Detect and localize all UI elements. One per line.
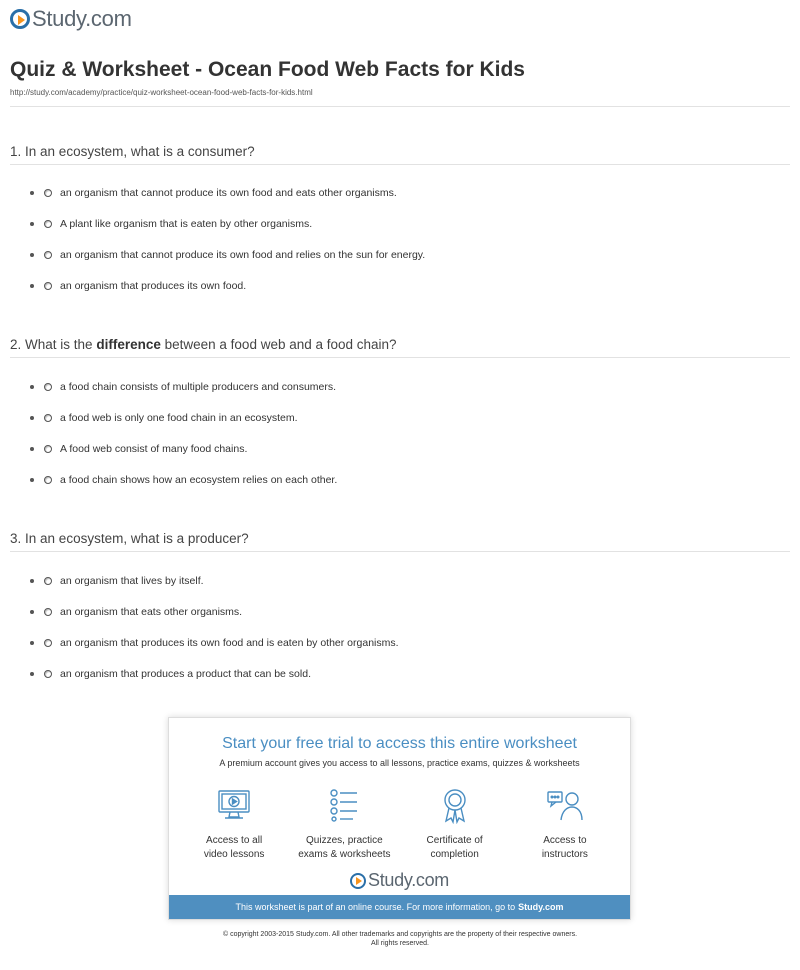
brand-name: Study.com <box>32 6 132 31</box>
radio-icon[interactable] <box>44 220 52 228</box>
video-lesson-icon <box>215 786 253 824</box>
answer-text: an organism that produces a product that can be sold. <box>60 667 311 680</box>
bullet-icon <box>30 416 34 420</box>
answer-option[interactable] <box>30 208 425 239</box>
question-text-end: between a food web and a food chain? <box>164 337 397 352</box>
question-1 <box>10 144 255 159</box>
question-3 <box>10 531 249 546</box>
copyright-line: © copyright 2003-2015 Study.com. All other trademarks and copyrights are the property of their respective owners. <box>222 931 578 938</box>
divider <box>10 164 790 165</box>
answer-text: A plant like organism that is eaten by other organisms. <box>60 217 313 230</box>
quiz-list-icon <box>325 786 363 824</box>
question-text: In an ecosystem, what is a consumer? <box>25 144 255 159</box>
certificate-icon <box>436 786 474 824</box>
promo-title[interactable]: Start your free trial to access this entire worksheet <box>222 735 577 752</box>
answer-text: a food web is only one food chain in an ecosystem. <box>60 411 298 424</box>
answer-option[interactable] <box>30 402 337 433</box>
page-url[interactable]: http://study.com/academy/practice/quiz-worksheet-ocean-food-web-facts-for-kids.html <box>10 88 313 97</box>
radio-icon[interactable] <box>44 251 52 259</box>
bullet-icon <box>30 610 34 614</box>
question-2 <box>10 337 397 352</box>
question-emphasis: difference <box>96 337 161 352</box>
question-number: 2. <box>10 337 22 352</box>
bullet-icon <box>30 672 34 676</box>
promo-brand-name: Study.com <box>368 870 449 890</box>
radio-icon[interactable] <box>44 445 52 453</box>
bullet-icon <box>30 579 34 583</box>
instructor-chat-icon <box>546 786 584 824</box>
play-logo-icon <box>350 873 366 889</box>
feature-label: Access to all video lessons <box>203 835 265 860</box>
answer-option[interactable] <box>30 565 399 596</box>
radio-icon[interactable] <box>44 476 52 484</box>
feature-instructors <box>512 786 617 862</box>
copyright-line: All rights reserved. <box>371 940 429 947</box>
promo-bar-link[interactable]: Study.com <box>518 902 564 912</box>
radio-icon[interactable] <box>44 282 52 290</box>
answer-text: an organism that cannot produce its own food and relies on the sun for energy. <box>60 248 426 261</box>
feature-video-lessons <box>182 786 287 862</box>
answer-list-3 <box>30 565 399 689</box>
feature-list <box>179 786 620 862</box>
bullet-icon <box>30 191 34 195</box>
answer-list-2 <box>30 371 337 495</box>
answer-option[interactable] <box>30 596 399 627</box>
question-number: 3. <box>10 531 22 546</box>
feature-quizzes <box>292 786 397 862</box>
question-text: In an ecosystem, what is a producer? <box>25 531 249 546</box>
free-trial-promo <box>168 717 631 920</box>
feature-label: Certificate of completion <box>426 835 483 860</box>
promo-subtitle: A premium account gives you access to all lessons, practice exams, quizzes & worksheets <box>219 758 580 768</box>
radio-icon[interactable] <box>44 414 52 422</box>
radio-icon[interactable] <box>44 639 52 647</box>
bullet-icon <box>30 478 34 482</box>
question-text: What is the <box>25 337 93 352</box>
answer-text: an organism that cannot produce its own food and eats other organisms. <box>60 186 397 199</box>
answer-text: an organism that produces its own food and is eaten by other organisms. <box>60 636 399 649</box>
bullet-icon <box>30 447 34 451</box>
answer-text: a food chain consists of multiple producers and consumers. <box>60 380 337 393</box>
copyright <box>0 930 800 948</box>
answer-option[interactable] <box>30 239 425 270</box>
answer-text: an organism that produces its own food. <box>60 279 247 292</box>
study-logo[interactable] <box>10 6 132 32</box>
divider <box>10 106 790 107</box>
feature-certificate <box>402 786 507 862</box>
answer-text: A food web consist of many food chains. <box>60 442 248 455</box>
promo-logo[interactable] <box>169 870 630 891</box>
promo-bar-text: This worksheet is part of an online course. For more information, go to <box>235 902 516 912</box>
page-title: Quiz & Worksheet - Ocean Food Web Facts for Kids <box>10 58 525 81</box>
answer-text: an organism that eats other organisms. <box>60 605 243 618</box>
answer-option[interactable] <box>30 433 337 464</box>
answer-option[interactable] <box>30 627 399 658</box>
answer-option[interactable] <box>30 177 425 208</box>
answer-text: a food chain shows how an ecosystem relies on each other. <box>60 473 338 486</box>
radio-icon[interactable] <box>44 608 52 616</box>
feature-label: Quizzes, practice exams & worksheets <box>298 835 391 860</box>
radio-icon[interactable] <box>44 670 52 678</box>
bullet-icon <box>30 253 34 257</box>
bullet-icon <box>30 222 34 226</box>
radio-icon[interactable] <box>44 383 52 391</box>
promo-info-bar <box>169 895 630 919</box>
radio-icon[interactable] <box>44 577 52 585</box>
answer-option[interactable] <box>30 270 425 301</box>
divider <box>10 357 790 358</box>
play-logo-icon <box>10 9 30 29</box>
radio-icon[interactable] <box>44 189 52 197</box>
answer-text: an organism that lives by itself. <box>60 574 204 587</box>
answer-option[interactable] <box>30 658 399 689</box>
bullet-icon <box>30 641 34 645</box>
bullet-icon <box>30 385 34 389</box>
answer-option[interactable] <box>30 464 337 495</box>
answer-option[interactable] <box>30 371 337 402</box>
answer-list-1 <box>30 177 425 301</box>
bullet-icon <box>30 284 34 288</box>
question-number: 1. <box>10 144 22 159</box>
feature-label: Access to instructors <box>541 835 588 860</box>
divider <box>10 551 790 552</box>
